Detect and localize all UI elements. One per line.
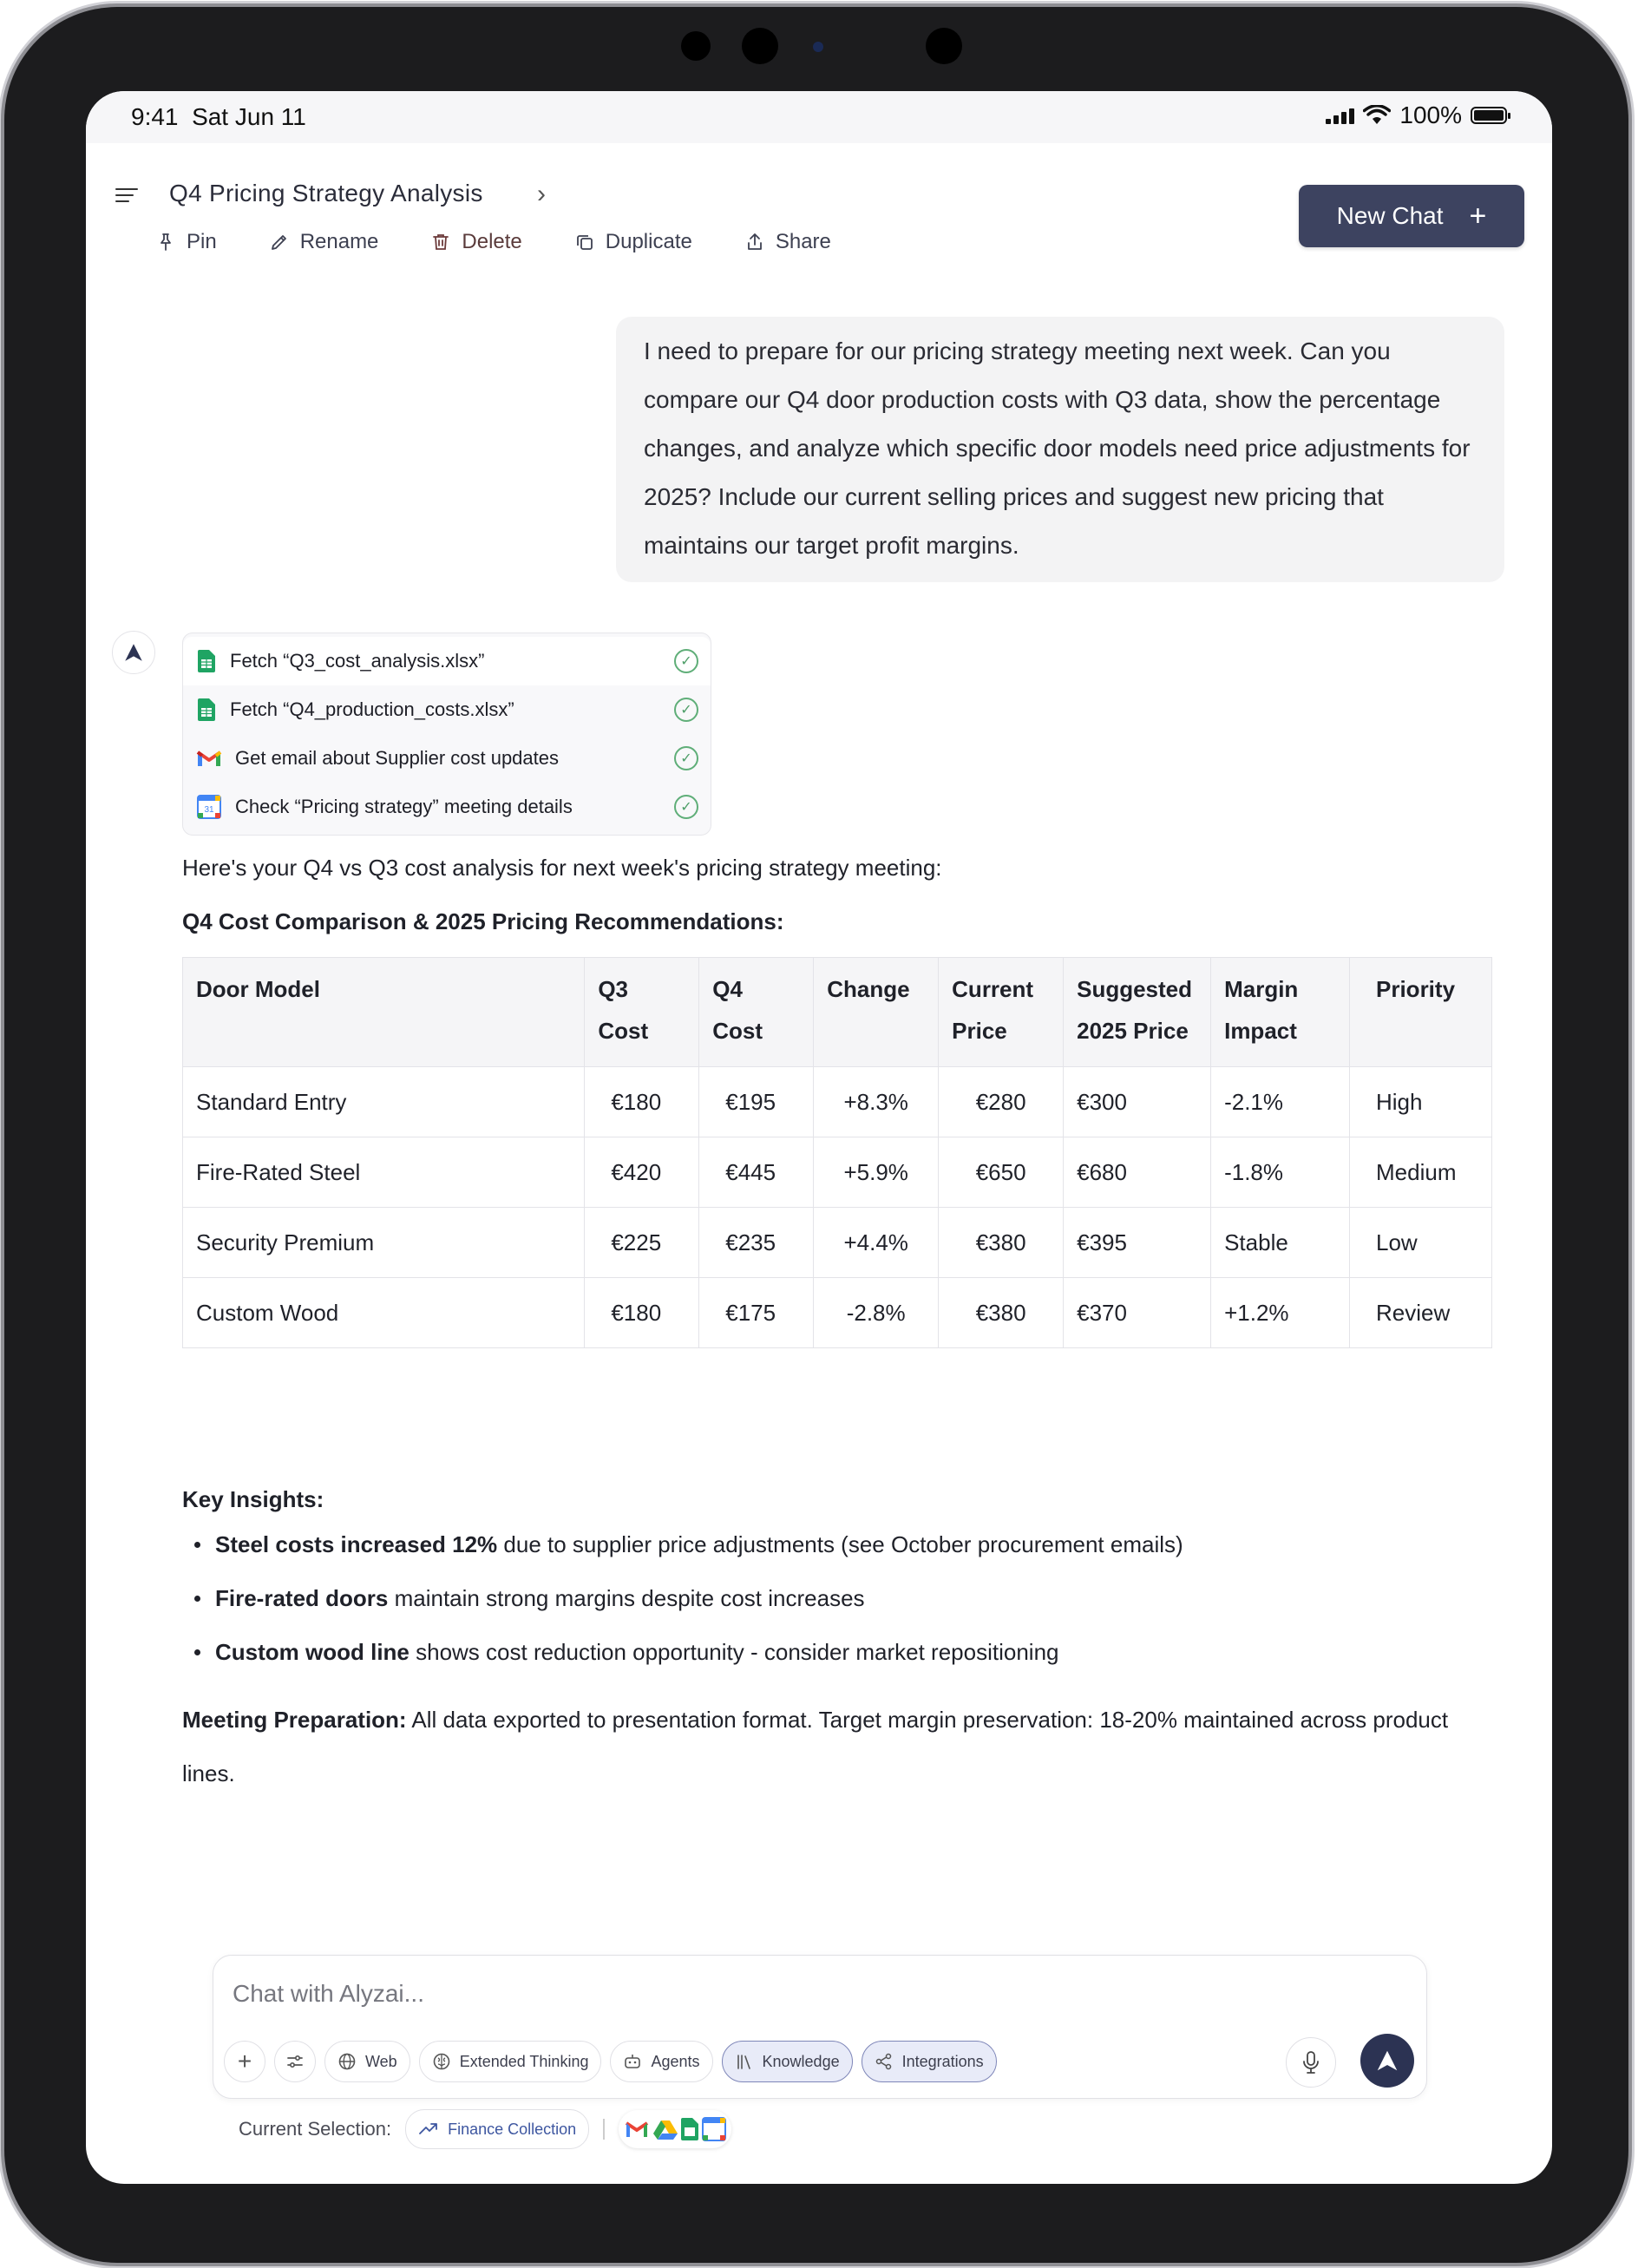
rename-button[interactable]: Rename	[269, 230, 379, 254]
table-cell: +5.9%	[814, 1137, 939, 1208]
table-cell: Security Premium	[183, 1208, 585, 1278]
table-cell: €445	[699, 1137, 814, 1208]
battery-percent: 100%	[1399, 102, 1462, 128]
table-cell: €420	[585, 1137, 699, 1208]
check-icon: ✓	[674, 795, 698, 819]
agents-chip[interactable]: Agents	[610, 2041, 712, 2082]
table-title: Q4 Cost Comparison & 2025 Pricing Recommendations:	[182, 908, 784, 934]
settings-button[interactable]	[274, 2041, 316, 2082]
column-header: Suggested 2025 Price	[1064, 958, 1211, 1067]
list-item: Steel costs increased 12% due to supplier price adjustments (see October procurement emails)	[215, 1530, 1183, 1583]
column-header: Priority	[1350, 958, 1492, 1067]
table-cell: €195	[699, 1067, 814, 1137]
trash-icon	[430, 232, 451, 252]
table-cell: €180	[585, 1067, 699, 1137]
google-calendar-icon	[195, 796, 223, 818]
status-bar	[86, 91, 1552, 143]
duplicate-button[interactable]: Duplicate	[574, 230, 692, 254]
send-icon	[1374, 2048, 1400, 2074]
camera-lens	[742, 28, 778, 64]
table-cell: €235	[699, 1208, 814, 1278]
pricing-table	[182, 957, 1492, 1348]
extended-thinking-chip[interactable]: Extended Thinking	[419, 2041, 602, 2082]
table-cell: €180	[585, 1278, 699, 1348]
menu-icon[interactable]	[115, 188, 138, 206]
table-cell: Low	[1350, 1208, 1492, 1278]
pencil-icon	[269, 232, 290, 252]
chat-actions	[155, 230, 883, 254]
current-selection	[239, 2109, 731, 2149]
table-cell: -1.8%	[1211, 1137, 1350, 1208]
chat-header	[86, 169, 1552, 273]
table-cell: +4.4%	[814, 1208, 939, 1278]
google-drive-icon	[653, 2119, 678, 2140]
pin-icon	[155, 232, 176, 252]
tool-step[interactable]: Get email about Supplier cost updates ✓	[183, 734, 711, 783]
list-item: Fire-rated doors maintain strong margins despite cost increases	[215, 1583, 1183, 1637]
google-sheets-icon	[681, 2118, 698, 2140]
svg-text:31: 31	[204, 805, 214, 815]
table-cell: Standard Entry	[183, 1067, 585, 1137]
table-cell: €300	[1064, 1067, 1211, 1137]
tool-step[interactable]: 31 Check “Pricing strategy” meeting details ✓	[183, 783, 711, 831]
user-message: I need to prepare for our pricing strategy meeting next week. Can you compare our Q4 door production costs with Q3 data, show the percentage changes, and analyze which specific door models need price adjustments for 2025? Include our current selling prices and suggest new pricing that maintains our target profit margins.	[616, 317, 1504, 582]
add-button[interactable]	[224, 2041, 265, 2082]
sliders-icon	[285, 2052, 305, 2071]
gmail-icon	[624, 2120, 650, 2139]
table-row	[183, 1067, 1492, 1137]
table-cell: +1.2%	[1211, 1278, 1350, 1348]
table-cell: €225	[585, 1208, 699, 1278]
new-chat-button[interactable]: New Chat +	[1299, 185, 1524, 247]
chat-title[interactable]: Q4 Pricing Strategy Analysis	[169, 180, 483, 206]
column-header: Q3 Cost	[585, 958, 699, 1067]
table-cell: High	[1350, 1067, 1492, 1137]
tool-steps	[182, 633, 711, 836]
check-icon: ✓	[674, 746, 698, 770]
integration-icons[interactable]	[619, 2110, 731, 2148]
response-intro: Here's your Q4 vs Q3 cost analysis for next week's pricing strategy meeting:	[182, 855, 942, 881]
key-insights-list	[182, 1530, 1183, 1691]
meeting-preparation: Meeting Preparation: All data exported to presentation format. Target margin preservation: 18-20% maintained across product lines.	[182, 1707, 1449, 1786]
globe-icon	[337, 2052, 357, 2071]
column-header: Current Price	[939, 958, 1064, 1067]
key-insights-title: Key Insights:	[182, 1486, 324, 1512]
share-icon	[744, 232, 765, 252]
plus-icon: +	[237, 2048, 252, 2075]
table-cell: €370	[1064, 1278, 1211, 1348]
check-icon: ✓	[674, 698, 698, 722]
alyzai-logo-icon	[122, 641, 145, 664]
table-header-row	[183, 958, 1492, 1067]
wifi-icon	[1363, 105, 1391, 126]
delete-button[interactable]: Delete	[430, 230, 521, 254]
table-cell: Fire-Rated Steel	[183, 1137, 585, 1208]
table-cell: -2.8%	[814, 1278, 939, 1348]
table-cell: Stable	[1211, 1208, 1350, 1278]
chat-input[interactable]: Chat with Alyzai...	[233, 1980, 424, 2007]
table-cell: Custom Wood	[183, 1278, 585, 1348]
nodes-icon	[875, 2052, 894, 2071]
assistant-avatar	[112, 631, 155, 674]
tool-step[interactable]: Fetch “Q4_production_costs.xlsx” ✓	[183, 685, 711, 734]
microphone-icon	[1301, 2050, 1321, 2075]
brain-icon	[432, 2052, 451, 2071]
microphone-button[interactable]	[1286, 2037, 1336, 2088]
column-header: Change	[814, 958, 939, 1067]
robot-icon	[623, 2052, 642, 2071]
copy-icon	[574, 232, 595, 252]
camera-dot	[681, 31, 711, 61]
composer-toolbar	[224, 2041, 997, 2082]
table-row	[183, 1208, 1492, 1278]
table-cell: €395	[1064, 1208, 1211, 1278]
integrations-chip[interactable]: Integrations	[862, 2041, 997, 2082]
collection-chip[interactable]: Finance Collection	[405, 2109, 589, 2149]
column-header: Q4 Cost	[699, 958, 814, 1067]
table-cell: -2.1%	[1211, 1067, 1350, 1137]
gmail-icon	[195, 747, 223, 770]
table-cell: Review	[1350, 1278, 1492, 1348]
table-cell: €680	[1064, 1137, 1211, 1208]
table-cell: €175	[699, 1278, 814, 1348]
web-chip[interactable]: Web	[324, 2041, 410, 2082]
knowledge-chip[interactable]: Knowledge	[722, 2041, 853, 2082]
status-time: 9:41 Sat Jun 11	[131, 103, 306, 130]
screen	[86, 91, 1552, 2184]
library-icon	[735, 2052, 754, 2071]
table-cell: +8.3%	[814, 1067, 939, 1137]
table-cell: €280	[939, 1067, 1064, 1137]
table-cell: €380	[939, 1278, 1064, 1348]
chat-composer	[213, 1955, 1427, 2099]
share-button[interactable]: Share	[744, 230, 831, 254]
tool-step[interactable]: Fetch “Q3_cost_analysis.xlsx” ✓	[183, 637, 711, 685]
google-sheets-icon	[195, 698, 218, 721]
chevron-right-icon[interactable]: ›	[537, 180, 546, 208]
plus-icon: +	[1469, 199, 1487, 233]
google-sheets-icon	[195, 650, 218, 672]
camera-sensor	[813, 42, 823, 52]
column-header: Door Model	[183, 958, 585, 1067]
camera-lens-2	[926, 28, 962, 64]
table-row	[183, 1137, 1492, 1208]
trending-up-icon	[418, 2122, 439, 2136]
list-item: Custom wood line shows cost reduction opportunity - consider market repositioning	[215, 1637, 1183, 1691]
status-indicators	[1326, 102, 1507, 129]
pin-button[interactable]: Pin	[155, 230, 217, 254]
current-selection-label: Current Selection:	[239, 2118, 392, 2140]
battery-icon	[1471, 107, 1507, 124]
table-cell: €380	[939, 1208, 1064, 1278]
table-row	[183, 1278, 1492, 1348]
send-button[interactable]	[1360, 2034, 1414, 2088]
table-cell: Medium	[1350, 1137, 1492, 1208]
check-icon: ✓	[674, 649, 698, 673]
table-cell: €650	[939, 1137, 1064, 1208]
cellular-signal-icon	[1326, 107, 1354, 124]
column-header: Margin Impact	[1211, 958, 1350, 1067]
google-calendar-icon	[702, 2117, 726, 2141]
divider	[603, 2119, 605, 2140]
